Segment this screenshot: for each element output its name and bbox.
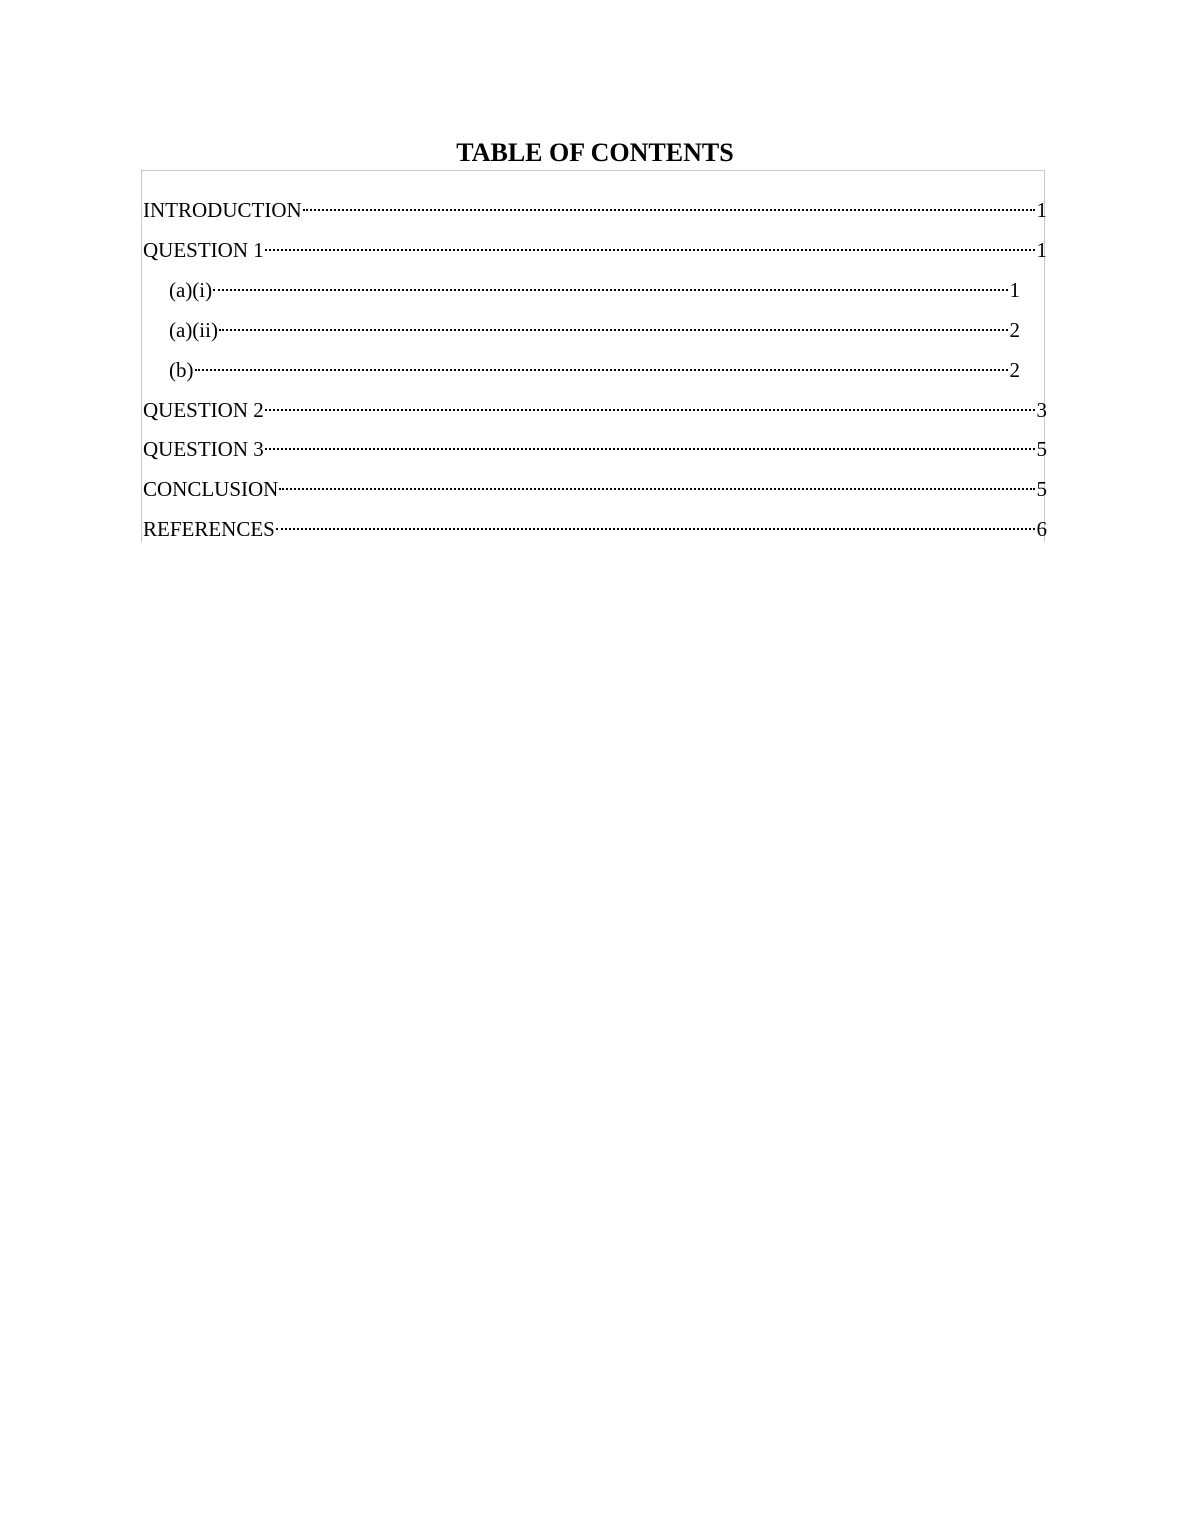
toc-entry-conclusion[interactable] xyxy=(143,474,1047,504)
page-title: TABLE OF CONTENTS xyxy=(456,138,734,167)
toc-entry-page: 1 xyxy=(1036,198,1047,222)
toc-entry-question-2[interactable] xyxy=(143,395,1047,425)
toc-leader-dots xyxy=(213,289,1007,291)
toc-leader-dots xyxy=(195,369,1008,371)
toc-entry-page: 1 xyxy=(1036,238,1047,262)
toc-entry-references[interactable] xyxy=(143,514,1047,544)
toc-entry-label: INTRODUCTION xyxy=(143,198,302,222)
toc-entry-page: 2 xyxy=(1009,318,1020,342)
toc-entry-page: 5 xyxy=(1036,437,1047,461)
toc-leader-dots xyxy=(265,448,1035,450)
toc-entry-introduction[interactable] xyxy=(143,195,1047,225)
toc-entry-page: 2 xyxy=(1009,358,1020,382)
toc-leader-dots xyxy=(265,249,1035,251)
toc-leader-dots xyxy=(276,528,1035,530)
toc-leader-dots xyxy=(265,409,1035,411)
toc-entry-page: 1 xyxy=(1009,278,1020,302)
toc-entry-b[interactable] xyxy=(169,355,1020,385)
toc-leader-dots xyxy=(219,329,1008,331)
toc-entry-a-i[interactable] xyxy=(169,275,1020,305)
toc-entry-label: (b) xyxy=(169,358,194,382)
toc-entry-question-3[interactable] xyxy=(143,434,1047,464)
toc-entry-question-1[interactable] xyxy=(143,235,1047,265)
toc-entry-label: QUESTION 3 xyxy=(143,437,264,461)
toc-leader-dots xyxy=(303,209,1035,211)
toc-entry-label: QUESTION 2 xyxy=(143,398,264,422)
toc-entry-page: 6 xyxy=(1036,517,1047,541)
toc-leader-dots xyxy=(279,488,1034,490)
toc-entry-label: (a)(i) xyxy=(169,278,213,302)
toc-entry-a-ii[interactable] xyxy=(169,315,1020,345)
toc-entry-label: (a)(ii) xyxy=(169,318,218,342)
toc-entry-page: 5 xyxy=(1036,477,1047,501)
toc-entry-label: REFERENCES xyxy=(143,517,275,541)
toc-entry-label: CONCLUSION xyxy=(143,477,279,501)
toc-entry-label: QUESTION 1 xyxy=(143,238,264,262)
toc-entry-page: 3 xyxy=(1036,398,1047,422)
